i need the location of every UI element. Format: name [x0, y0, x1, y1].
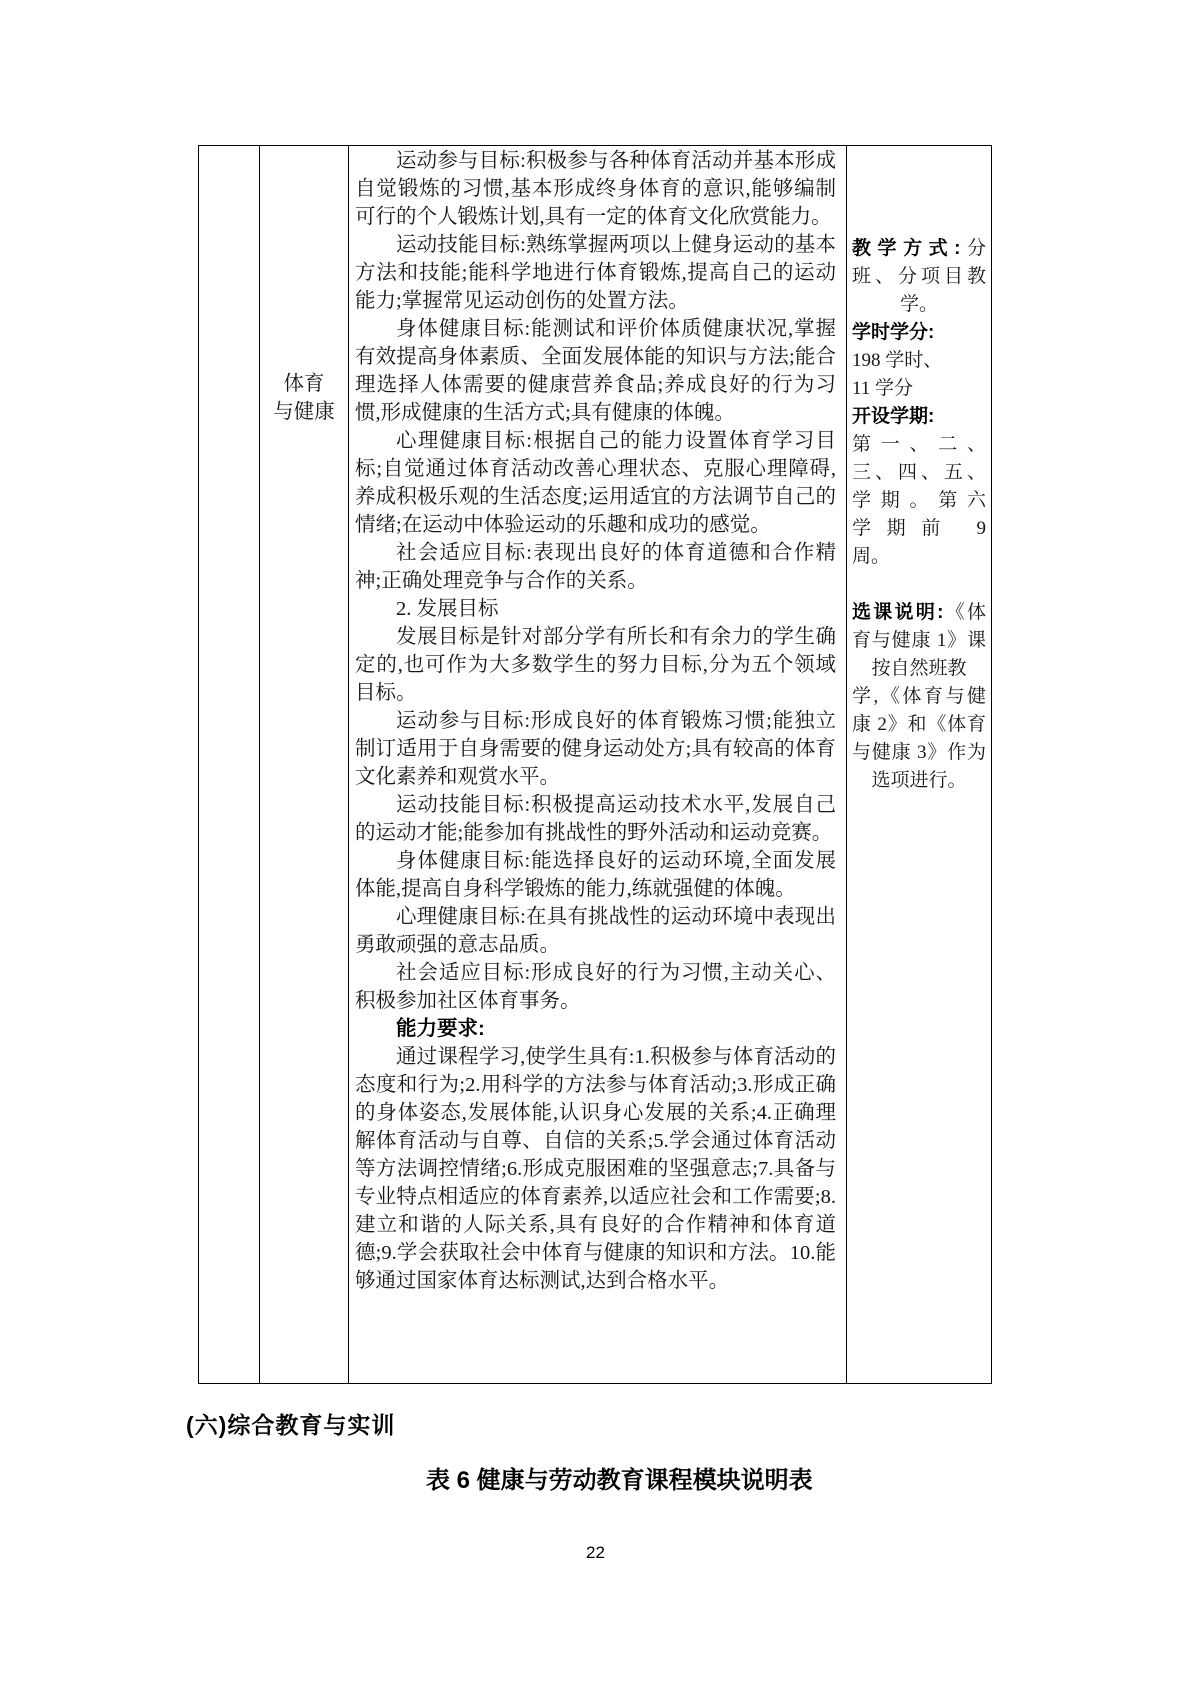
course-info-cell [847, 146, 991, 1383]
objective-paragraph: 通过课程学习,使学生具有:1.积极参与体育活动的态度和行为;2.用科学的方法参与体育活动;3.形成正确的身体姿态,发展体能,认识身心发展的关系;4.正确理解体育活动与自尊、自信的关系;5.学会通过体育活动等方法调控情绪;6.形成克服困难的坚强意志;7.具备与专业特点相适应的体育素养,以适应社会和工作需要;8.建立和谐的人际关系,具有良好的合作精神和体育道德;9.学会获取社会中体育与健康的知识和方法。10.能够通过国家体育达标测试,达到合格水平。 [355, 1046, 836, 1292]
objectives-cell [349, 146, 847, 1383]
objective-paragraph: 运动参与目标:形成良好的体育锻炼习惯;能独立制订适用于自身需要的健身运动处方;具有较高的体育文化素养和观赏水平。 [355, 710, 836, 788]
info-line: 学。 [899, 294, 938, 315]
info-line: 与健康 3》作为 [852, 742, 986, 763]
info-line: 育与健康 1》课 [852, 630, 986, 651]
table-empty-cell [199, 146, 260, 1383]
info-line: 选项进行。 [871, 770, 967, 791]
objective-paragraph: 2. 发展目标 [396, 598, 499, 620]
section-heading: (六)综合教育与实训 [186, 1412, 396, 1438]
info-line: 教学方式:分 [852, 238, 986, 259]
info-line: 学,《体育与健 [852, 686, 986, 707]
info-line: 198 学时、 [852, 350, 943, 371]
objective-paragraph: 身体健康目标:能选择良好的运动环境,全面发展体能,提高自身科学锻炼的能力,练就强健的体魄。 [355, 850, 836, 900]
info-line: 周。 [852, 546, 891, 567]
objective-paragraph: 社会适应目标:表现出良好的体育道德和合作精神;正确处理竞争与合作的关系。 [355, 542, 836, 592]
info-line: 按自然班教 [871, 658, 967, 679]
info-line: 学期前 9 [852, 518, 986, 539]
objective-paragraph: 心理健康目标:在具有挑战性的运动环境中表现出勇敢顽强的意志品质。 [355, 906, 836, 956]
course-module-table [198, 145, 992, 1384]
info-label: 教学方式: [852, 238, 961, 259]
info-block [852, 599, 986, 795]
info-line: 三、四、五、 [852, 462, 986, 483]
objective-paragraph: 能力要求: [396, 1017, 485, 1040]
info-line: 11 学分 [852, 378, 914, 399]
info-line [852, 319, 986, 347]
table-caption: 表 6 健康与劳动教育课程模块说明表 [426, 1467, 813, 1494]
info-block [852, 403, 986, 571]
info-block [852, 319, 986, 403]
course-name-line: 与健康 [273, 401, 335, 423]
info-line: 学期。第六 [852, 490, 986, 511]
info-line: 康 2》和《体育 [852, 714, 986, 735]
info-line: 第一、二、 [852, 434, 986, 455]
objective-paragraph: 运动参与目标:积极参与各种体育活动并基本形成自觉锻炼的习惯,基本形成终身体育的意识,能够编制可行的个人锻炼计划,具有一定的体育文化欣赏能力。 [355, 150, 836, 228]
page-number: 22 [586, 1543, 605, 1562]
info-label: 学时学分: [852, 322, 935, 343]
info-line: 班、分项目教 [852, 266, 986, 287]
objective-paragraph: 发展目标是针对部分学有所长和有余力的学生确定的,也可作为大多数学生的努力目标,分为五个领域目标。 [355, 626, 836, 704]
info-label: 开设学期: [852, 406, 935, 427]
info-line: 选课说明:《体 [852, 602, 986, 623]
course-name-cell [260, 146, 349, 1383]
info-block [852, 235, 986, 319]
objective-paragraph: 运动技能目标:积极提高运动技术水平,发展自己的运动才能;能参加有挑战性的野外活动和运动竞赛。 [355, 794, 836, 844]
course-name-line: 体育 [283, 373, 325, 395]
info-line [852, 403, 986, 431]
objective-paragraph: 身体健康目标:能测试和评价体质健康状况,掌握有效提高身体素质、全面发展体能的知识与方法;能合理选择人体需要的健康营养食品;养成良好的行为习惯,形成健康的生活方式;具有健康的体魄。 [355, 318, 836, 424]
objective-paragraph: 运动技能目标:熟练掌握两项以上健身运动的基本方法和技能;能科学地进行体育锻炼,提高自己的运动能力;掌握常见运动创伤的处置方法。 [355, 234, 836, 312]
objective-paragraph: 心理健康目标:根据自己的能力设置体育学习目标;自觉通过体育活动改善心理状态、克服心理障碍,养成积极乐观的生活态度;运用适宜的方法调节自己的情绪;在运动中体验运动的乐趣和成功的感觉。 [355, 430, 836, 536]
objective-paragraph: 社会适应目标:形成良好的行为习惯,主动关心、积极参加社区体育事务。 [355, 962, 836, 1012]
info-label: 选课说明: [852, 602, 944, 623]
